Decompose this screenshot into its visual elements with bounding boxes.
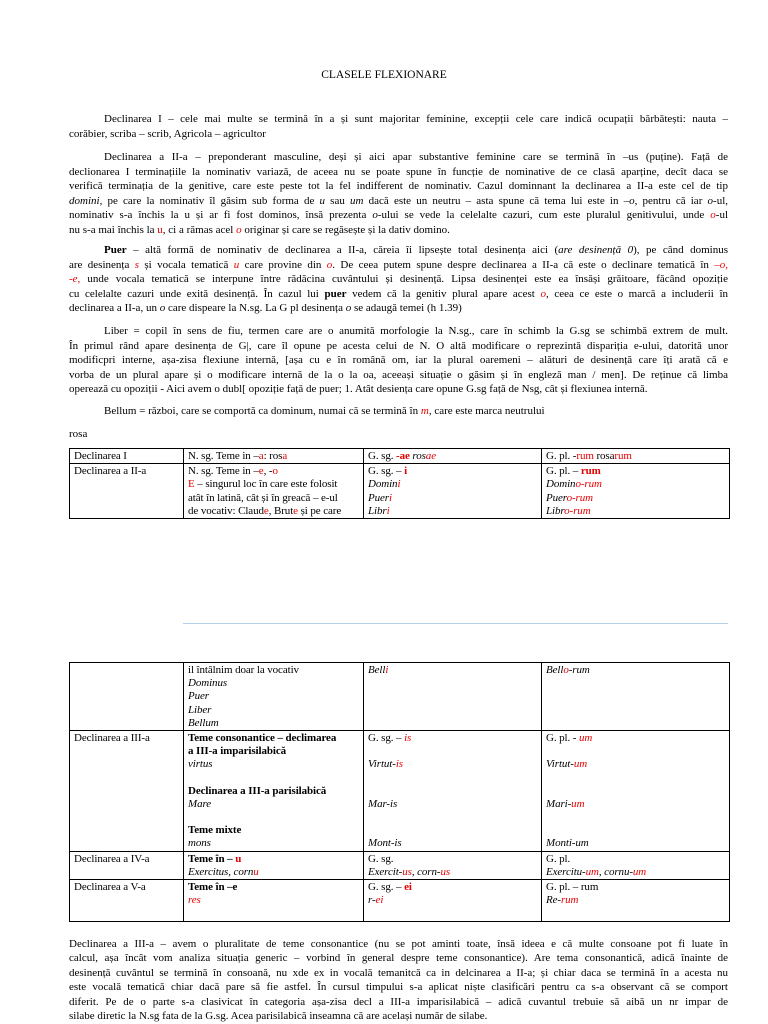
text-run: desinență cuvântul se termină în consoană, nu xde ex in vocală temanitcă ca in delcinarea a II-a; și chiar daca se termină în a acesta nu: [69, 966, 728, 979]
text-run: i: [388, 491, 392, 504]
text-run: originar și care se regăsește și la dativ domino.: [241, 223, 450, 236]
table-row: [70, 663, 730, 731]
text-line: [74, 465, 181, 478]
text-line: [69, 382, 728, 397]
declension-name-cell: [70, 449, 184, 464]
text-line: [368, 758, 539, 771]
text-run: u: [233, 258, 240, 271]
text-line: [188, 881, 361, 894]
text-line: [188, 758, 361, 771]
text-line: [188, 772, 361, 785]
text-run: Puer: [188, 690, 209, 703]
text-line: [546, 837, 727, 850]
text-line: [188, 745, 361, 758]
declension-table-upper: [69, 448, 730, 519]
text-run: o: [563, 664, 569, 676]
text-line: [368, 798, 539, 811]
text-run: Virtut-: [368, 758, 396, 771]
text-line: [188, 732, 361, 745]
text-run: domini: [69, 194, 100, 207]
text-line: [69, 353, 728, 368]
text-line: [69, 339, 728, 354]
text-run: E: [188, 478, 195, 491]
text-run: Teme mixte: [188, 824, 242, 837]
text-line: [546, 824, 727, 837]
genitive-plural-cell: [542, 880, 730, 922]
text-line: [69, 966, 728, 980]
paragraph-declension-3: [69, 937, 728, 1023]
text-run: cu celelalte cazuri unde exită desinență. În cazul lui: [69, 287, 325, 300]
text-run: care provine din: [239, 258, 327, 271]
text-run: r-: [368, 894, 376, 907]
genitive-plural-cell: [542, 449, 730, 464]
text-line: [368, 837, 539, 850]
text-line: [188, 866, 361, 879]
text-run: u: [157, 223, 163, 236]
text-line: [69, 223, 728, 238]
paragraph-declension-2: [69, 150, 728, 238]
text-run: Declinarea a III-a – avem o pluralitate de teme consonantice (nu se pot aminti toate, însă ideea e că multe consoane pot fi luate în: [69, 938, 728, 950]
text-run: o-rum: [564, 504, 591, 517]
text-run: și vocala tematică: [139, 258, 234, 271]
genitive-singular-cell: [364, 663, 542, 731]
text-line: [74, 450, 181, 463]
text-run: Libr: [546, 504, 565, 517]
text-line: [188, 505, 361, 518]
text-run: G. pl.: [546, 852, 571, 865]
text-run: i: [397, 478, 401, 491]
text-run: Exercit-: [368, 865, 403, 878]
text-line: [546, 450, 727, 463]
text-line: [188, 798, 361, 811]
text-run: Mar-is: [368, 797, 398, 810]
text-line: [188, 894, 361, 907]
text-run: Libr: [368, 504, 387, 517]
text-line: [74, 853, 181, 866]
text-line: [69, 937, 728, 951]
text-line: [69, 208, 728, 223]
text-run: um: [350, 194, 364, 207]
text-run: declinarea a II-a, un: [69, 302, 160, 315]
text-run: Mare: [188, 797, 212, 810]
text-run: , care este marca neutrului: [428, 405, 545, 417]
text-run: virtus: [188, 758, 213, 771]
text-run: Declinarea a II-a: [74, 465, 147, 478]
declension-name-cell: [70, 663, 184, 731]
text-run: Re-: [546, 894, 561, 907]
text-line: [188, 478, 361, 491]
text-line: [69, 404, 728, 419]
table-row: [70, 880, 730, 922]
text-run: m: [420, 405, 429, 417]
text-run: atât în latină, cât și în greacă – e-ul: [188, 491, 338, 504]
text-run: are desinență 0: [558, 244, 634, 256]
text-run: s: [134, 258, 139, 271]
text-run: G. sg. –: [368, 881, 405, 893]
text-run: Virtut-: [546, 758, 574, 771]
text-line: [69, 995, 728, 1009]
text-run: vorba de un plural apare și o modificare internă de la o la oa, aceeași situație o găsim și în engleză man / men]. De reținue că limba: [69, 368, 728, 381]
text-run: o: [345, 302, 352, 315]
nominative-cell: [184, 880, 364, 922]
text-run: rosa: [593, 450, 615, 462]
genitive-singular-cell: [364, 449, 542, 464]
text-run: , cornu-: [598, 865, 633, 878]
text-run: Mont-is: [368, 837, 402, 850]
text-run: unde vocala tematică se interpune între rădăcina cuvântului și desinență. Lipsa desinenței este ea însăși grăitoare, făcând opoziție: [80, 273, 728, 286]
text-run: Declinarea a V-a: [74, 881, 146, 893]
text-run: și pe care: [297, 504, 342, 517]
text-run: is: [395, 758, 403, 771]
text-run: o-rum: [575, 478, 602, 491]
text-run: Bell: [368, 664, 386, 676]
text-line: [188, 664, 361, 677]
text-run: a: [282, 450, 288, 462]
text-run: -ului se vede la celelalte cazuri, cum este pluralul genitivului, unde: [377, 209, 711, 222]
page-title: CLASELE FLEXIONARE: [321, 69, 447, 81]
text-run: nu s-a mai închis la: [69, 223, 158, 236]
text-run: u: [319, 194, 326, 207]
paragraph-declension-1: [69, 112, 728, 141]
genitive-singular-cell: [364, 730, 542, 851]
declension-name-cell: [70, 464, 184, 519]
text-run: Monti-um: [546, 837, 589, 850]
text-run: este vocală tematică chiar dacă pare să fie astfel. În cursul timpului s-a aplicat niște clasificări pentru ca s-a observant că se comport: [69, 981, 728, 994]
text-line: [546, 664, 727, 677]
text-line: [74, 732, 181, 745]
text-run: nominativ s-a închis la u și ar fi fost dominos, însă prezenta: [69, 209, 373, 222]
text-line: [368, 492, 539, 505]
text-run: o: [710, 209, 716, 222]
text-run: calcul, așa încât vom analiza situația generic – vorbind în general despre teme consonantice). Are tema consonantică, adică înainte de: [69, 952, 728, 965]
text-line: [546, 745, 727, 758]
nominative-cell: [184, 663, 364, 731]
text-run: -rum: [568, 664, 590, 676]
text-run: G. pl. – rum: [546, 881, 599, 893]
text-run: N. sg. Teme in –: [188, 450, 259, 462]
text-line: [188, 704, 361, 717]
text-run: a: [258, 450, 264, 462]
text-run: o: [159, 302, 166, 315]
text-run: sau: [325, 194, 351, 207]
text-run: , Brut: [268, 504, 294, 517]
text-run: u: [235, 852, 242, 865]
text-run: um: [585, 865, 599, 878]
text-line: [368, 881, 539, 894]
text-run: Bellum = război, care se comportă ca dominum, numai că se termină în: [104, 405, 421, 417]
text-run: ros: [409, 450, 426, 462]
nominative-cell: [184, 730, 364, 851]
text-run: um: [573, 758, 588, 771]
text-run: o: [236, 223, 242, 236]
text-run: , pe care la nominativ îl găsim sub forma de: [99, 194, 320, 207]
text-line: [188, 450, 361, 463]
paragraph-bellum: [69, 404, 728, 419]
text-run: G. pl. –: [546, 465, 581, 478]
text-run: il întâlnim doar la vocativ: [188, 664, 299, 676]
text-run: G. sg.: [368, 450, 397, 462]
text-line: [546, 853, 727, 866]
table-row: [70, 464, 730, 519]
text-run: Declinarea a IV-a: [74, 852, 150, 865]
genitive-plural-cell: [542, 663, 730, 731]
text-line: [69, 368, 728, 383]
text-run: Declinarea I: [74, 450, 127, 462]
text-run: Liber: [188, 703, 212, 716]
text-run: Mari-: [546, 797, 572, 810]
text-line: [546, 732, 727, 745]
text-run: is: [404, 731, 412, 744]
text-line: [368, 853, 539, 866]
text-run: vedem că la genitiv plural apare acest: [346, 287, 541, 300]
text-line: [69, 951, 728, 965]
text-run: Teme în –e: [188, 881, 238, 893]
text-run: N. sg. Teme in –: [188, 465, 259, 478]
declension-table-lower: [69, 662, 730, 922]
text-run: o: [707, 194, 714, 207]
text-line: [69, 258, 728, 273]
text-run: ei: [404, 881, 412, 893]
text-line: [69, 150, 728, 165]
text-run: e: [293, 504, 298, 517]
text-run: um: [571, 797, 585, 810]
text-run: mons: [188, 837, 211, 850]
text-run: operează cu opoziții - Aici avem o dubl[ opoziție față de puer; 1. Atât desiența care opune G.sg față de Nsg, cât și flexiunea internă.: [69, 383, 648, 396]
text-line: [546, 866, 727, 879]
text-run: Declinarea a III-a parisilabică: [188, 784, 327, 797]
text-run: um: [632, 865, 647, 878]
text-run: rum: [560, 894, 579, 907]
table-row: [70, 730, 730, 851]
text-line: [546, 785, 727, 798]
genitive-plural-cell: [542, 730, 730, 851]
text-line: [188, 907, 361, 920]
text-run: Bellum: [188, 716, 219, 729]
text-line: [188, 717, 361, 730]
text-run: În primul rând apare desinența de G|, care îl opune pe acesta celui de N. O altă modificare o reprezintă dispariția e-ului, datorită unor: [69, 339, 728, 352]
text-run: ei: [375, 894, 384, 907]
text-line: [69, 980, 728, 994]
text-run: Teme în –: [188, 852, 236, 865]
declension-name-cell: [70, 851, 184, 879]
genitive-plural-cell: [542, 464, 730, 519]
text-line: [69, 287, 728, 302]
text-run: , corn-: [411, 865, 441, 878]
text-line: [546, 758, 727, 771]
nominative-cell: [184, 449, 364, 464]
genitive-singular-cell: [364, 851, 542, 879]
text-run: Puer: [104, 244, 127, 256]
text-line: [368, 745, 539, 758]
text-line: [188, 811, 361, 824]
text-run: care dispeare la N.sg. La G pl desinența: [165, 302, 346, 315]
text-run: res: [188, 894, 201, 907]
text-run: Declinarea I – cele mai multe se termină în a și sunt majoritar feminine, excepții cele care indică ocupații bărbătești: nauta –: [104, 113, 728, 125]
text-line: [69, 112, 728, 127]
text-line: [188, 492, 361, 505]
text-run: modificpri interne, așa-zisa flexiune internă, [așa cu e în română om, iar la plural oaremeni – alături de desinență care îți arată că e: [69, 354, 728, 367]
genitive-plural-cell: [542, 851, 730, 879]
text-line: [368, 866, 539, 879]
text-run: rum: [614, 450, 632, 462]
text-line: [368, 894, 539, 907]
text-run: us: [402, 865, 412, 878]
text-line: [546, 772, 727, 785]
text-line: [368, 664, 539, 677]
text-run: . De ceea putem spune despre declinarea a II-a că este o declinare tematică în: [332, 258, 715, 271]
text-line: [546, 492, 727, 505]
text-run: G. pl. -: [546, 450, 577, 462]
text-run: ae: [425, 450, 436, 462]
text-line: [188, 690, 361, 703]
text-line: [546, 811, 727, 824]
text-run: –o,: [714, 258, 729, 271]
text-run: Domin: [368, 478, 398, 491]
text-line: [546, 465, 727, 478]
text-line: [368, 785, 539, 798]
paragraph-puer: [69, 243, 728, 316]
text-line: [188, 785, 361, 798]
text-line: [368, 450, 539, 463]
text-run: o: [326, 258, 333, 271]
text-run: G. sg.: [368, 852, 394, 865]
text-line: [69, 165, 728, 180]
text-run: G. pl. -: [546, 731, 580, 744]
text-run: – singurul loc în care este folosit: [194, 478, 338, 491]
text-run: Declinarea a II-a – preponderant masculine, deși și aici apar substantive feminine care se termină în –us (puține). Față de: [104, 151, 728, 163]
text-run: i: [386, 504, 390, 517]
text-line: [368, 811, 539, 824]
text-run: o: [372, 209, 378, 222]
text-line: [546, 894, 727, 907]
text-run: Bell: [546, 664, 564, 676]
text-run: Exercitus, corn: [188, 865, 254, 878]
text-run: : ros: [263, 450, 283, 462]
text-run: -ul,: [713, 194, 729, 207]
text-run: – altă formă de nominativ de declinarea a II-a, căreia îi lipsește total desinența aici (: [126, 244, 559, 256]
text-run: Declinarea a III-a: [74, 731, 150, 744]
text-run: e: [258, 465, 264, 478]
text-line: [546, 881, 727, 894]
text-run: u: [253, 865, 259, 878]
text-line: [69, 324, 728, 339]
text-line: [69, 272, 728, 287]
declension-name-cell: [70, 730, 184, 851]
text-run: declionarea I terminațiile la nominativ variază, de aceea nu se poate spune în funcție de nominative de ce clasă aparține, decît daca se: [69, 165, 728, 178]
text-run: puer: [324, 287, 347, 300]
text-run: G. sg. –: [368, 465, 405, 478]
text-run: Dominus: [188, 677, 228, 690]
text-line: [188, 677, 361, 690]
text-run: Puer: [368, 491, 389, 504]
declension-name-cell: [70, 880, 184, 922]
text-run: dacă este un neutru – asta spune că tema lui este in: [363, 194, 624, 207]
text-run: rum: [576, 450, 594, 462]
text-run: i: [385, 664, 389, 676]
text-line: [368, 824, 539, 837]
paragraph-liber: [69, 324, 728, 397]
text-run: verifică terminația de la genitive, care este peste tot la fel indifferent de nominativ. Cazul dominnant la declinarea a II-a este cel de tip: [69, 180, 728, 193]
nominative-cell: [184, 851, 364, 879]
text-line: [368, 732, 539, 745]
text-run: –o: [623, 194, 635, 207]
text-line: [69, 243, 728, 258]
text-line: [546, 798, 727, 811]
text-line: [546, 505, 727, 518]
text-run: o: [272, 465, 278, 478]
text-run: rum: [580, 465, 601, 478]
text-run: -ae: [396, 450, 410, 462]
text-run: i: [404, 465, 408, 478]
text-run: , ceea ce este o marcă a includerii în: [545, 287, 728, 300]
text-line: [188, 837, 361, 850]
text-run: o: [540, 287, 546, 300]
text-run: , pentru că iar: [634, 194, 708, 207]
text-run: diferit. Pe de o parte s-a clasivicat în categoria așa-zisa decl a III-a imparisilabică – adică cuvantul trebuie să aibă un nr impar de: [69, 995, 728, 1008]
text-line: [546, 478, 727, 491]
table-caption: rosa: [69, 428, 88, 440]
genitive-singular-cell: [364, 464, 542, 519]
text-line: [188, 853, 361, 866]
text-run: , ci a rămas acel: [162, 223, 237, 236]
text-line: [368, 478, 539, 491]
text-run: a III-a imparisilabică: [188, 745, 287, 758]
text-line: [69, 194, 728, 209]
text-run: um: [579, 731, 593, 744]
horizontal-rule: [183, 623, 728, 624]
text-run: Teme consonantice – declimarea: [188, 731, 337, 744]
table-row: [70, 449, 730, 464]
text-line: [74, 881, 181, 894]
text-run: Liber = copil în sens de fiu, termen care are o anumită morfologie la N.sg., care în schimb la G.sg se schimbă extrem de mult.: [104, 325, 728, 337]
nominative-cell: [184, 464, 364, 519]
text-run: Exercitu-: [546, 865, 586, 878]
text-line: [69, 1009, 728, 1023]
text-line: [368, 505, 539, 518]
text-run: de vocativ: Claud: [188, 504, 264, 517]
text-run: corăbier, scriba – scrib, Agricola – agricultor: [69, 127, 266, 140]
table-row: [70, 851, 730, 879]
text-line: [188, 465, 361, 478]
text-run: -ul: [715, 209, 729, 222]
text-line: [69, 179, 728, 194]
text-run: us: [440, 865, 451, 878]
text-run: e: [263, 504, 269, 517]
genitive-singular-cell: [364, 880, 542, 922]
text-run: -e,: [69, 273, 81, 286]
text-run: Puer: [546, 491, 567, 504]
text-run: are desinența: [69, 258, 135, 271]
text-run: ), pe când dominus: [633, 244, 729, 256]
text-line: [69, 127, 728, 142]
text-line: [69, 301, 728, 316]
text-run: se adaugă temei (h 1.39): [351, 302, 462, 315]
text-line: [368, 772, 539, 785]
text-run: o-rum: [566, 491, 593, 504]
text-run: , -: [263, 465, 273, 478]
text-line: [368, 465, 539, 478]
text-run: G. sg. –: [368, 731, 405, 744]
text-run: Domin: [546, 478, 576, 491]
text-run: silabe diretic la N.sg fata de la G.sg. Acea parisilabică inseamna că are același număr de silabe.: [69, 1009, 488, 1022]
text-line: [188, 824, 361, 837]
